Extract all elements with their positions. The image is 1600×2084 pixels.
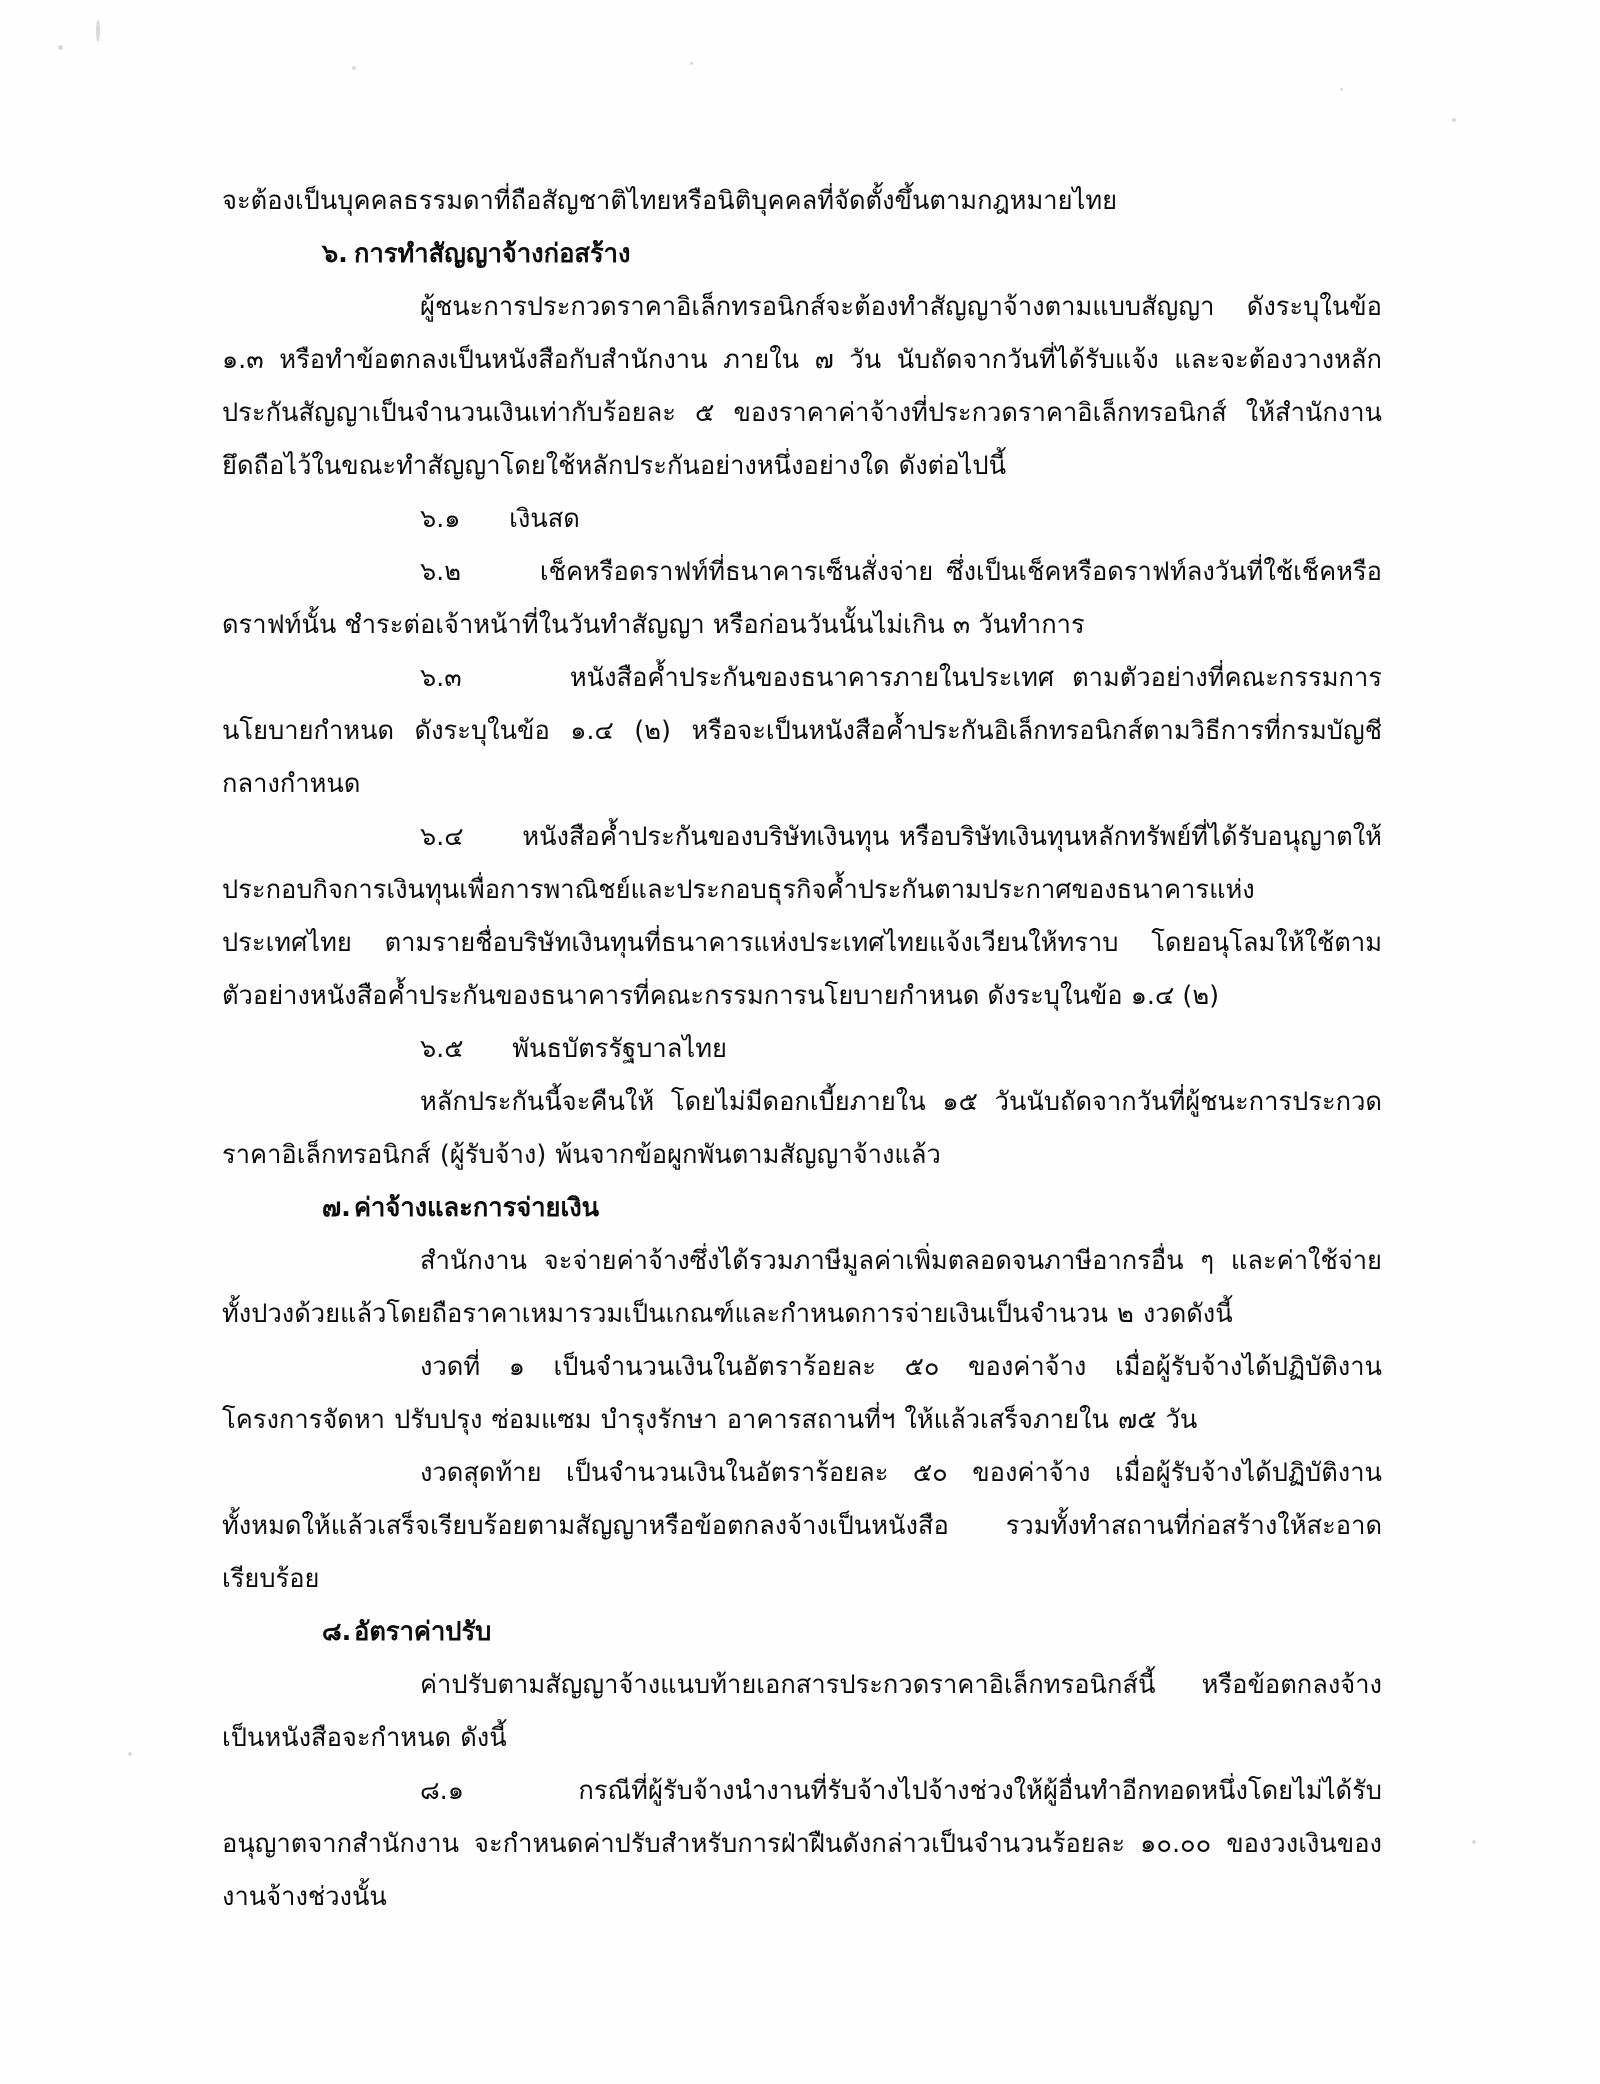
section-6-closing-text: หลักประกันนี้จะคืนให้ โดยไม่มีดอกเบี้ยภายใน ๑๕ วันนับถัดจากวันที่ผู้ชนะการประกวดราคาอิเล็กทรอนิกส์ (ผู้รับจ้าง) พ้นจากข้อผูกพันตามสัญญาจ้างแล้ว [222,1087,1382,1170]
section-7-installment-2 [222,1447,1382,1606]
section-7-installment-1 [222,1341,1382,1447]
item-label: ๖.๒ [420,557,462,587]
section-number-7: ๗. [322,1193,351,1223]
section-heading-6 [222,228,1382,281]
section-6-item-2 [222,546,1382,652]
scan-speck [1472,1840,1476,1844]
scan-speck [1340,88,1343,91]
item-text: หนังสือค้ำประกันของบริษัทเงินทุน หรือบริษัทเงินทุนหลักทรัพย์ที่ได้รับอนุญาตให้ประกอบกิจการเงินทุนเพื่อการพาณิชย์และประกอบธุรกิจค้ำประกันตามประกาศของธนาคารแห่งประเทศไทย ตามรายชื่อบริษัทเงินทุนที่ธนาคารแห่งประเทศไทยแจ้งเวียนให้ทราบ โดยอนุโลมให้ใช้ตามตัวอย่างหนังสือค้ำประกันของธนาคารที่คณะกรรมการนโยบายกำหนด ดังระบุในข้อ ๑.๔ (๒) [222,822,1382,1011]
section-6-body [222,281,1382,493]
section-title-7: ค่าจ้างและการจ่ายเงิน [354,1193,600,1223]
section-title-6: การทำสัญญาจ้างก่อสร้าง [354,239,631,269]
section-6-item-5 [222,1023,1382,1076]
item-label: ๖.๔ [420,822,464,852]
scan-speck [352,66,356,70]
item-label: ๖.๕ [420,1034,464,1064]
scan-speck [690,62,693,65]
section-7-body-text: สำนักงาน จะจ่ายค่าจ้างซึ่งได้รวมภาษีมูลค่าเพิ่มตลอดจนภาษีอากรอื่น ๆ และค่าใช้จ่ายทั้งปวงด้วยแล้วโดยถือราคาเหมารวมเป็นเกณฑ์และกำหนดการจ่ายเงินเป็นจำนวน ๒ งวดดังนี้ [222,1246,1382,1329]
section-6-item-3 [222,652,1382,811]
scan-speck [1452,118,1456,122]
section-6-item-4 [222,811,1382,1023]
item-text: เงินสด [509,504,580,534]
section-6-closing [222,1076,1382,1182]
section-heading-7 [222,1182,1382,1235]
document-body [222,175,1382,1924]
section-8-item-1 [222,1765,1382,1924]
section-number-8: ๘. [322,1617,352,1647]
section-8-body [222,1659,1382,1765]
section-heading-8 [222,1606,1382,1659]
item-text: กรณีที่ผู้รับจ้างนำงานที่รับจ้างไปจ้างช่วงให้ผู้อื่นทำอีกทอดหนึ่งโดยไม่ได้รับอนุญาตจากสำนักงาน จะกำหนดค่าปรับสำหรับการฝ่าฝืนดังกล่าวเป็นจำนวนร้อยละ ๑๐.๐๐ ของวงเงินของงานจ้างช่วงนั้น [222,1776,1382,1912]
section-8-body-text: ค่าปรับตามสัญญาจ้างแนบท้ายเอกสารประกวดราคาอิเล็กทรอนิกส์นี้ หรือข้อตกลงจ้างเป็นหนังสือจะกำหนด ดังนี้ [222,1670,1382,1753]
continuation-line: จะต้องเป็นบุคคลธรรมดาที่ถือสัญชาติไทยหรือนิติบุคคลที่จัดตั้งขึ้นตามกฎหมายไทย [222,186,1118,216]
item-label: ๘.๑ [420,1776,464,1806]
section-title-8: อัตราค่าปรับ [354,1617,492,1647]
item-text: หนังสือค้ำประกันของธนาคารภายในประเทศ ตามตัวอย่างที่คณะกรรมการนโยบายกำหนด ดังระบุในข้อ ๑.๔ (๒) หรือจะเป็นหนังสือค้ำประกันอิเล็กทรอนิกส์ตามวิธีการที่กรมบัญชีกลางกำหนด [222,663,1382,799]
installment-1-text: งวดที่ ๑ เป็นจำนวนเงินในอัตราร้อยละ ๕๐ ของค่าจ้าง เมื่อผู้รับจ้างได้ปฏิบัติงานโครงการจัดหา ปรับปรุง ซ่อมแซม บำรุงรักษา อาคารสถานที่ฯ ให้แล้วเสร็จภายใน ๗๕ วัน [222,1352,1382,1435]
item-label: ๖.๑ [420,504,461,534]
section-6-body-text: ผู้ชนะการประกวดราคาอิเล็กทรอนิกส์จะต้องทำสัญญาจ้างตามแบบสัญญา ดังระบุในข้อ ๑.๓ หรือทำข้อตกลงเป็นหนังสือกับสำนักงาน ภายใน ๗ วัน นับถัดจากวันที่ได้รับแจ้ง และจะต้องวางหลักประกันสัญญาเป็นจำนวนเงินเท่ากับร้อยละ ๕ ของราคาค่าจ้างที่ประกวดราคาอิเล็กทรอนิกส์ ให้สำนักงานยึดถือไว้ในขณะทำสัญญาโดยใช้หลักประกันอย่างหนึ่งอย่างใด ดังต่อไปนี้ [222,292,1382,481]
section-7-body [222,1235,1382,1341]
item-text: เช็คหรือดราฟท์ที่ธนาคารเซ็นสั่งจ่าย ซึ่งเป็นเช็คหรือดราฟท์ลงวันที่ใช้เช็คหรือดราฟท์นั้น ชำระต่อเจ้าหน้าที่ในวันทำสัญญา หรือก่อนวันนั้นไม่เกิน ๓ วันทำการ [222,557,1382,640]
installment-2-text: งวดสุดท้าย เป็นจำนวนเงินในอัตราร้อยละ ๕๐ ของค่าจ้าง เมื่อผู้รับจ้างได้ปฏิบัติงานทั้งหมดให้แล้วเสร็จเรียบร้อยตามสัญญาหรือข้อตกลงจ้างเป็นหนังสือ รวมทั้งทำสถานที่ก่อสร้างให้สะอาดเรียบร้อย [222,1458,1382,1594]
scan-speck [128,1752,132,1756]
item-label: ๖.๓ [420,663,462,693]
scan-speck [96,20,100,42]
section-6-item-1 [222,493,1382,546]
item-text: พันธบัตรรัฐบาลไทย [512,1034,727,1064]
section-number-6: ๖. [322,239,348,269]
scan-speck [58,45,63,50]
